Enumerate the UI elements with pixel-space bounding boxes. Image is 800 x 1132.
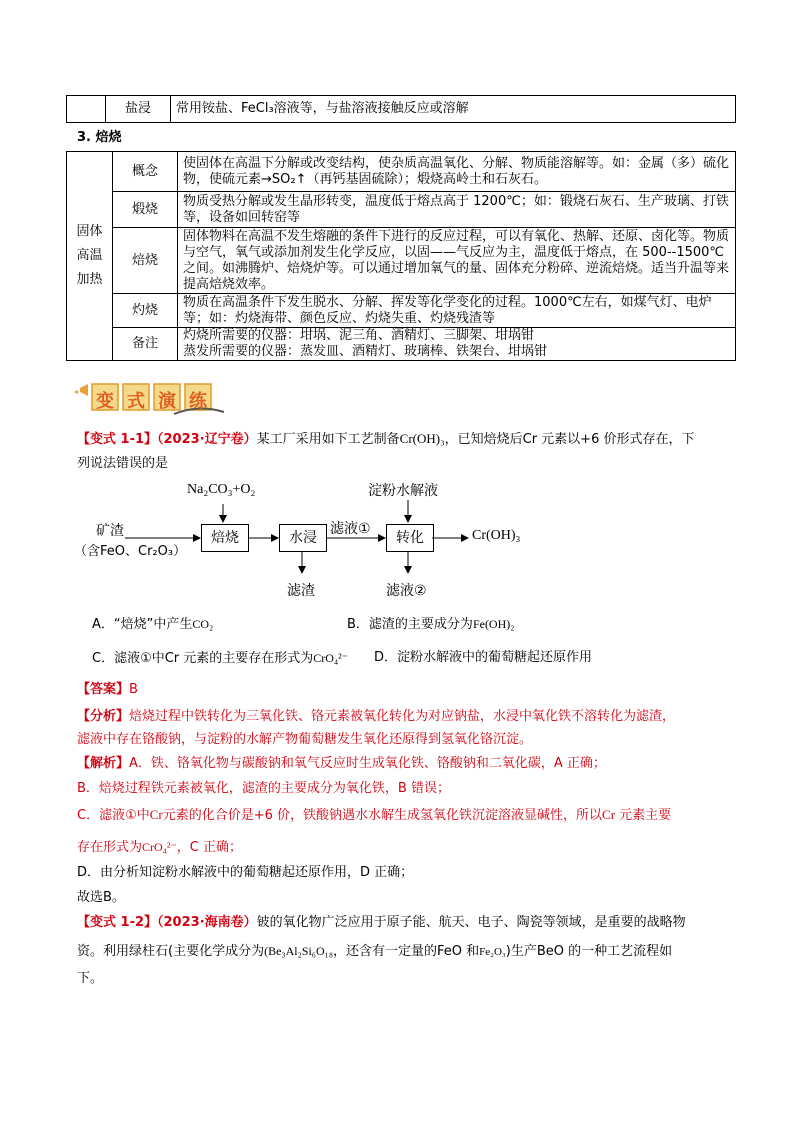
explain-c2c: ，C 正确；	[176, 840, 243, 855]
q2-line2	[77, 940, 672, 963]
table-cell-empty	[67, 96, 106, 123]
explain-c1c: 元素的化合价是+6 价，铁酸钠遇水水解生成氢氧化铁沉淀溶液显碱性，所以	[162, 808, 603, 823]
option-formula: CrO₄²⁻	[313, 651, 349, 665]
row-text-ignite: 物质在高温条件下发生脱水、分解、挥发等化学变化的过程。1000℃左右，如煤气灯、电炉等；如：灼烧海带、颜色反应、灼烧失重、灼烧残渣等	[178, 294, 736, 328]
q1-tag: 【变式 1-1】	[77, 432, 158, 447]
flow-box-leach: 水浸	[279, 524, 327, 552]
flow-product: Cr(OH)₃	[472, 528, 521, 543]
explain-c1e: 元素主要	[615, 808, 672, 823]
option-formula: CO₂	[192, 617, 214, 631]
flow-residue: 滤渣	[287, 583, 315, 599]
option-formula: Fe(OH)₂	[472, 617, 515, 631]
flow-reagent2: 淀粉水解液	[368, 483, 438, 499]
q2-source: （2023·海南卷）	[157, 915, 257, 930]
q1-flow-diagram	[74, 480, 640, 605]
explain-c1a: C．滤液①中	[77, 808, 150, 823]
q1-explain-c2	[77, 836, 242, 859]
q2-line1	[77, 912, 686, 934]
category-cell	[67, 152, 113, 361]
q2-text-2a: 资。利用绿柱石(主要化学成分为	[77, 944, 265, 959]
q1-stem-a: 某工厂采用如下工艺制备	[256, 432, 400, 447]
answer-tag: 【答案】	[77, 682, 130, 697]
q1-option-d[interactable]	[374, 647, 592, 669]
table-row-text: 常用铵盐、FeCl₃溶液等，与盐溶液接触反应或溶解	[171, 96, 736, 123]
row-label-ignite: 灼烧	[113, 294, 178, 328]
q1-formula-croh3: Cr(OH)₃	[399, 431, 445, 446]
flow-ore-note: （含FeO、Cr₂O₃）	[74, 544, 187, 559]
q1-conclusion: 故选B。	[77, 890, 125, 905]
q2-text-1: 铍的氧化物广泛应用于原子能、航天、电子、陶瓷等领域，是重要的战略物	[256, 915, 686, 930]
q1-answer	[77, 679, 138, 701]
row-label-calcine: 煅烧	[113, 192, 178, 228]
option-key: A．	[92, 617, 114, 632]
q1-stem-line1	[77, 428, 694, 451]
explain-c2a: 存在形式为	[77, 840, 143, 855]
flow-filtrate1: 滤液①	[330, 521, 371, 537]
q1-analysis-line1	[77, 706, 675, 728]
flow-box-roast: 焙烧	[201, 524, 249, 552]
q1-explain-c1	[77, 804, 671, 827]
q1-stem-b: ，已知焙烧后Cr 元素以+6 价形式存在，下	[444, 432, 695, 447]
answer-value: B	[129, 682, 138, 697]
row-text-concept: 使固体在高温下分解或改变结构，使杂质高温氧化、分解、物质能溶解等。如：金属（多）硫化物，使硫元素→SO₂↑（再钙基固硫除）；煅烧高岭土和石灰石。	[178, 152, 736, 192]
option-text: 滤渣的主要成分为	[368, 617, 473, 632]
row-label-concept: 概念	[113, 152, 178, 192]
roasting-table	[66, 151, 736, 361]
q1-explain-b: B．焙烧过程铁元素被氧化，滤渣的主要成分为氧化铁，B 错误；	[77, 781, 450, 796]
q1-analysis-line2: 滤液中存在铬酸钠，与淀粉的水解产物葡萄糖发生氧化还原得到氢氧化铬沉淀。	[77, 732, 533, 747]
row-text-calcine: 物质受热分解或发生晶形转变，温度低于熔点高于 1200℃；如：锻烧石灰石、生产玻璃、打铁等，设备如回转窑等	[178, 192, 736, 228]
flow-filtrate2: 滤液②	[386, 583, 427, 599]
category-label: 固体高温加热	[76, 224, 103, 287]
q2-formula-beryl: (Be₃Al₂Si₆O₁₈	[264, 944, 333, 958]
option-key: C．	[92, 651, 115, 666]
row-text-note: 灼烧所需要的仪器：坩埚、泥三角、酒精灯、三脚架、坩埚钳 蒸发所需要的仪器：蒸发皿、酒精灯、玻璃棒、铁架台、坩埚钳	[178, 328, 736, 361]
q2-text-2c: )生产BeO 的一种工艺流程如	[505, 944, 673, 959]
option-text: 淀粉水解液中的葡萄糖起还原作用	[397, 650, 593, 665]
row-label-roast: 焙烧	[113, 228, 178, 294]
explain-c1b: Cr	[149, 807, 163, 822]
q1-stem-c: 列说法错误的是	[77, 456, 169, 471]
flow-box-convert: 转化	[386, 524, 434, 552]
q2-line3: 下。	[77, 971, 104, 986]
q2-formula-fe2o3: Fe₂O₃	[479, 946, 506, 958]
flow-ore: 矿渣	[96, 523, 124, 539]
section-heading: 3. 焙烧	[77, 130, 122, 145]
salt-leach-table	[66, 95, 736, 123]
explain-c2b: CrO₄²⁻	[142, 840, 177, 854]
explain-c1d: Cr	[602, 807, 616, 822]
table-row-label: 盐浸	[106, 96, 171, 123]
analysis-tag: 【分析】	[77, 709, 130, 724]
option-text: “焙烧”中产生	[113, 617, 193, 632]
row-text-roast: 固体物料在高温不发生熔融的条件下进行的反应过程，可以有氧化、热解、还原、卤化等。物质与空气，氧气或添加剂发生化学反应，以固——气反应为主，温度低于熔点，在 500--1500℃之间。如沸腾炉、焙烧炉等。可以通过增加氧气的量、固体充分粉碎、逆流焙烧。适当升温等来提高焙烧效率。	[178, 228, 736, 294]
practice-banner	[74, 374, 244, 422]
q1-explain-d: D．由分析知淀粉水解液中的葡萄糖起还原作用，D 正确；	[77, 865, 414, 880]
option-key: B．	[347, 617, 369, 632]
analysis-text-1: 焙烧过程中铁转化为三氧化铁、铬元素被氧化转化为对应钠盐，水浸中氧化铁不溶转化为滤渣，	[129, 709, 676, 724]
option-key: D．	[374, 650, 398, 665]
explain-a-text: A．铁、铬氧化物与碳酸钠和氧气反应时生成氧化铁、铬酸钠和二氧化碳，A 正确；	[129, 756, 606, 771]
q2-tag: 【变式 1-2】	[77, 915, 158, 930]
q1-option-b[interactable]	[347, 613, 514, 636]
q1-source: （2023·辽宁卷）	[157, 432, 257, 447]
q1-option-c[interactable]	[92, 647, 348, 670]
banner-text: 变式演练	[96, 391, 220, 412]
q1-explain-a	[77, 753, 606, 775]
row-label-note: 备注	[113, 328, 178, 361]
explain-tag: 【解析】	[77, 756, 130, 771]
q1-option-a[interactable]	[92, 613, 213, 636]
flow-reagent1: Na₂CO₃+O₂	[187, 482, 256, 497]
q2-text-2b: ，还含有一定量的FeO 和	[333, 944, 480, 959]
option-text: 滤液①中Cr 元素的主要存在形式为	[114, 651, 314, 666]
